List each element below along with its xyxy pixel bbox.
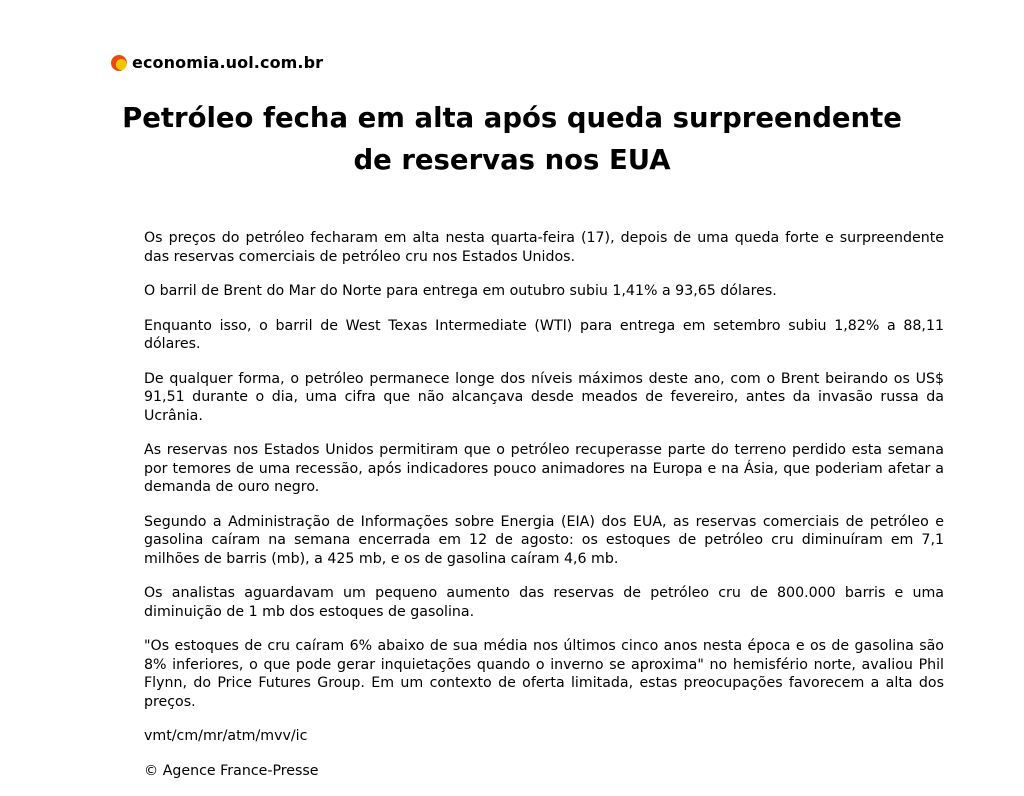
article-copyright: © Agence France-Presse [144,762,319,779]
article-paragraph: Os analistas aguardavam um pequeno aumento das reservas de petróleo cru de 800.000 barris e uma diminuição de 1 mb dos estoques de gasolina. [144,585,944,620]
article-title: Petróleo fecha em alta após queda surpreendente de reservas nos EUA [122,102,902,176]
article-paragraph: O barril de Brent do Mar do Norte para entrega em outubro subiu 1,41% a 93,65 dólares. [144,283,777,299]
article-paragraph: As reservas nos Estados Unidos permitiram que o petróleo recuperasse parte do terreno perdido esta semana por temores de uma recessão, após indicadores pouco animadores na Europa e na Ásia, que poderiam afetar a demanda de ouro negro. [144,442,944,495]
article-initials: vmt/cm/mr/atm/mvv/ic [144,728,308,744]
article-paragraph: De qualquer forma, o petróleo permanece longe dos níveis máximos deste ano, com o Brent beirando os US$ 91,51 durante o dia, uma cifra que não alcançava desde meados de fevereiro, antes da invasão russa da Ucrânia. [144,370,944,424]
article-paragraph: Segundo a Administração de Informações sobre Energia (EIA) dos EUA, as reservas comerciais de petróleo e gasolina caíram na semana encerrada em 12 de agosto: os estoques de petróleo cru diminuíram em 7,1 milhões de barris (mb), a 425 mb, e os de gasolina caíram 4,6 mb. [144,513,944,567]
uol-logo-icon [111,55,127,71]
article-body [144,229,944,796]
site-name[interactable]: economia.uol.com.br [132,53,324,72]
article-paragraph: Enquanto isso, o barril de West Texas Intermediate (WTI) para entrega em setembro subiu 1,82% a 88,11 dólares. [144,317,944,352]
article-paragraph: "Os estoques de cru caíram 6% abaixo de sua média nos últimos cinco anos nesta época e os de gasolina são 8% inferiores, o que pode gerar inquietações quando o inverno se aproxima" no hemisfério norte, avaliou Phil Flynn, do Price Futures Group. Em um contexto de oferta limitada, estas preocupações favorecem a alta dos preços. [144,638,944,710]
site-header [111,53,323,72]
article-paragraph: Os preços do petróleo fecharam em alta nesta quarta-feira (17), depois de uma queda forte e surpreendente das reservas comerciais de petróleo cru nos Estados Unidos. [144,230,944,265]
